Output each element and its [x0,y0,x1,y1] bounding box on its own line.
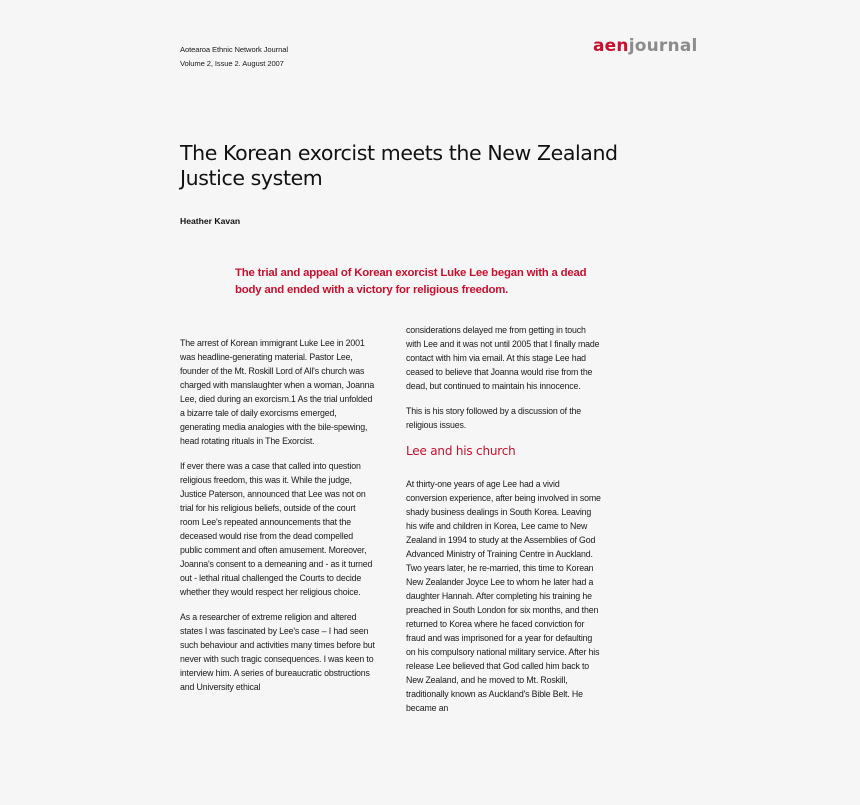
paragraph: This is his story followed by a discussion of the religious issues. [406,406,582,430]
article-abstract: The trial and appeal of Korean exorcist Luke Lee began with a dead body and ended with a victory for religious freedom. [235,267,587,296]
right-column [406,323,602,726]
journal-name: Aotearoa Ethnic Network Journal [180,45,288,54]
logo-accent-text: aen [593,36,629,56]
article-author: Heather Kavan [180,216,241,226]
paragraph: If ever there was a case that called into question religious freedom, this was it. While the judge, Justice Paterson, announced that Lee was not on trial for his religious beliefs, outside of the court room Lee's repeated announcements that the deceased would rise from the dead compelled public comment and often amusement. Moreover, Joanna's consent to a demeaning and - as it turned out - lethal ritual challenged the Courts to decide whether they would respect her religious choice. [180,461,373,597]
left-column [180,336,376,705]
section-heading: Lee and his church [406,444,516,458]
journal-logo [593,36,698,56]
journal-meta [180,43,288,70]
issue-line: Volume 2, Issue 2. August 2007 [180,58,284,68]
paragraph: At thirty-one years of age Lee had a vivid conversion experience, after being involved in some shady business dealings in South Korea. Leaving his wife and children in Korea, Lee came to New Zealand in 1994 to study at the Assemblies of God Advanced Ministry of Training Centre in Auckland. Two years later, he re-married, this time to Korean New Zealander Joyce Lee to whom he later had a daughter Hannah. After completing his training he preached in South London for six months, and then returned to Korea where he faced conviction for fraud and was imprisoned for a year for defaulting on his compulsory national military service. After his release Lee believed that God called him back to New Zealand, and he moved to Mt. Roskill, traditionally known as Auckland's Bible Belt. He became an [406,479,601,713]
article-title: The Korean exorcist meets the New Zealand Justice system [180,141,618,190]
paragraph: As a researcher of extreme religion and altered states I was fascinated by Lee's case – I had seen such behaviour and activities many times before but never with such tragic consequences. I was keen to interview him. A series of bureaucratic obstructions and University ethical [180,612,375,692]
paragraph: The arrest of Korean immigrant Luke Lee in 2001 was headline-generating material. Pastor Lee, founder of the Mt. Roskill Lord of All's church was charged with manslaughter when a woman, Joanna Lee, died during an exorcism.1 As the trial unfolded a bizarre tale of daily exorcisms emerged, generating media analogies with the bile-spewing, head rotating rituals in The Exorcist. [180,338,375,446]
logo-rest-text: journal [628,36,698,56]
paragraph: considerations delayed me from getting in touch with Lee and it was not until 2005 that I finally made contact with him via email. At this stage Lee had ceased to believe that Joanna would rise from the dead, but continued to maintain his innocence. [406,325,600,391]
